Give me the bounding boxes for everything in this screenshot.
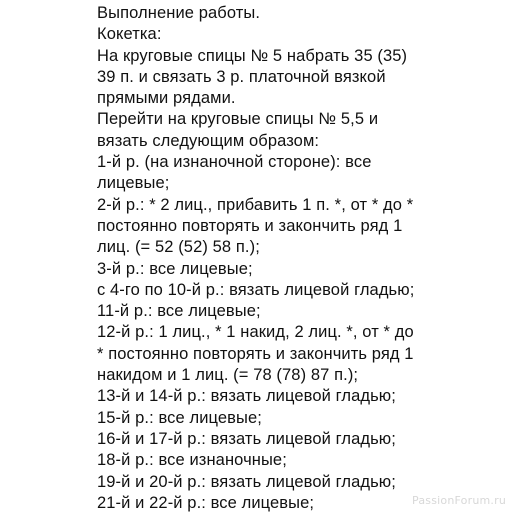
text-line: 1-й р. (на изнаночной стороне): все [97,153,372,172]
text-line: 13-й и 14-й р.: вязать лицевой гладью; [97,387,396,406]
text-line: Кокетка: [97,25,162,44]
knitting-instructions-text [97,3,507,514]
text-line: 2-й р.: * 2 лиц., прибавить 1 п. *, от * до * [97,195,414,214]
text-line: * постоянно повторять и закончить ряд 1 [97,344,414,363]
text-line: 16-й и 17-й р.: вязать лицевой гладью; [97,429,396,448]
text-line: 21-й и 22-й р.: все лицевые; [97,493,315,512]
text-line: 11-й р.: все лицевые; [97,302,261,321]
text-line: лицевые; [97,174,170,193]
text-line: 18-й р.: все изнаночные; [97,451,287,470]
text-line: лиц. (= 52 (52) 58 п.); [97,238,260,257]
text-line: постоянно повторять и закончить ряд 1 [97,216,403,235]
text-line: с 4-го по 10-й р.: вязать лицевой гладью; [97,280,415,299]
site-watermark: PassionForum.ru [412,494,506,507]
text-line: накидом и 1 лиц. (= 78 (78) 87 п.); [97,366,359,385]
text-line: Выполнение работы. [97,4,261,22]
text-line: 19-й и 20-й р.: вязать лицевой гладью; [97,472,396,491]
text-line: 15-й р.: все лицевые; [97,408,262,427]
text-line: На круговые спицы № 5 набрать 35 (35) [97,46,408,65]
text-line: вязать следующим образом: [97,131,320,150]
text-line: 3-й р.: все лицевые; [97,259,253,278]
text-line: 39 п. и связать 3 р. платочной вязкой [97,67,386,86]
text-line: 12-й р.: 1 лиц., * 1 накид, 2 лиц. *, от * до [97,323,414,342]
text-line: прямыми рядами. [97,89,236,108]
text-line: Перейти на круговые спицы № 5,5 и [97,110,379,129]
